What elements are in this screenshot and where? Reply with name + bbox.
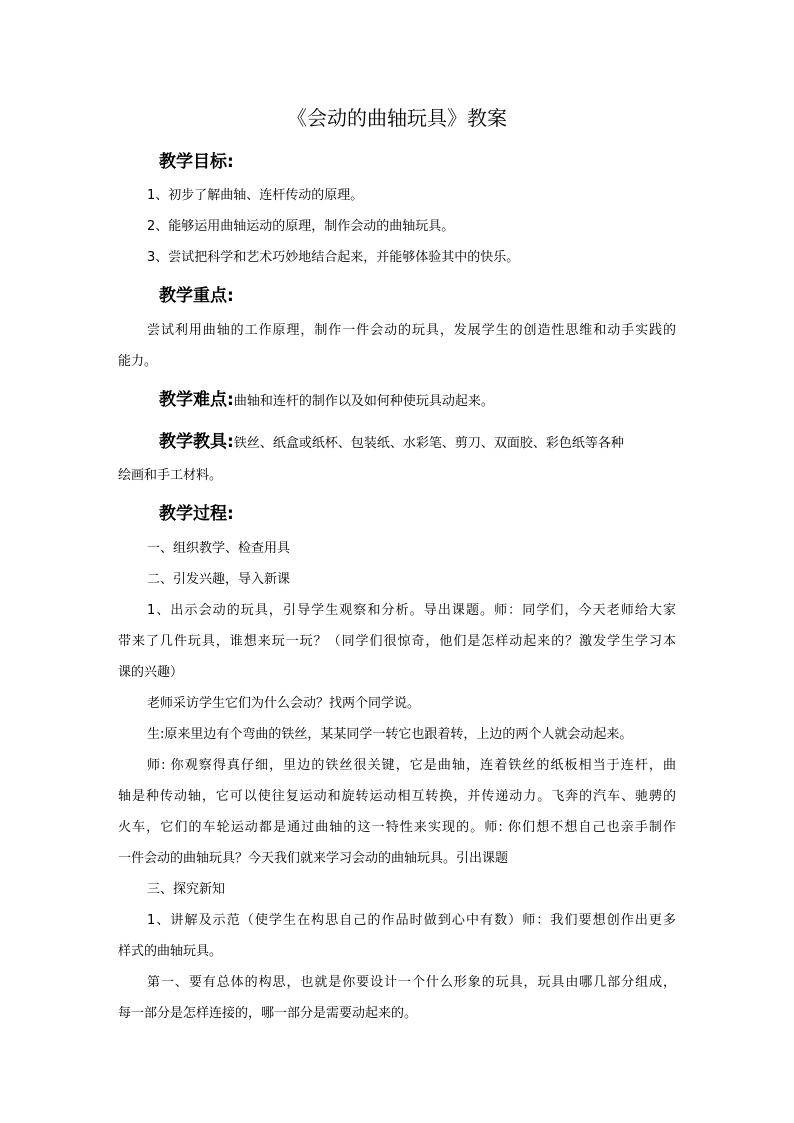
process-line-15: 第一、要有总体的构思，也就是你要设计一个什么形象的玩具，玩具由哪几部分组成， (147, 975, 676, 990)
objective-item-2: 2、能够运用曲轴运动的原理，制作会动的曲轴玩具。 (147, 219, 455, 234)
process-line-11: 一件会动的曲轴玩具？今天我们就来学习会动的曲轴玩具。引出课题 (118, 851, 509, 866)
materials-row (159, 430, 624, 456)
objective-item-3: 3、尝试把科学和艺术巧妙地结合起来，并能够体验其中的快乐。 (147, 250, 520, 265)
process-line-6: 老师采访学生它们为什么会动？找两个同学说。 (147, 696, 421, 711)
objectives-heading: 教学目标: (159, 152, 234, 172)
process-line-4: 带来了几件玩具，谁想来玩一玩？（同学们很惊奇，他们是怎样动起来的？激发学生学习本 (118, 634, 676, 649)
process-line-10: 火车，它们的车轮运动都是通过曲轴的这一特性来实现的。师: 你们想不想自己也亲手制作 (118, 820, 676, 835)
process-line-7: 生:原来里边有个弯曲的铁丝，某某同学一转它也跟着转，上边的两个人就会动起来。 (147, 727, 633, 742)
process-line-14: 样式的曲轴玩具。 (118, 944, 223, 959)
key-points-line-1: 尝试利用曲轴的工作原理，制作一件会动的玩具，发展学生的创造性思维和动手实践的 (147, 323, 676, 338)
key-points-heading: 教学重点: (159, 286, 234, 306)
key-points-line-2: 能力。 (118, 354, 158, 369)
materials-heading: 教学教具: (159, 432, 234, 452)
difficulties-heading: 教学难点: (159, 390, 234, 410)
process-line-1: 一、组织教学、检查用具 (147, 541, 291, 556)
process-heading: 教学过程: (159, 504, 234, 524)
process-line-5: 课的兴趣） (118, 665, 184, 680)
process-line-13: 1、讲解及示范（使学生在构思自己的作品时做到心中有数）师：我们要想创作出更多 (147, 913, 676, 928)
objective-item-1: 1、初步了解曲轴、连杆传动的原理。 (147, 188, 364, 203)
difficulties-row (159, 388, 494, 414)
process-line-3: 1、出示会动的玩具，引导学生观察和分析。导出课题。师：同学们，今天老师给大家 (147, 603, 676, 618)
process-line-8: 师: 你观察得真仔细，里边的铁丝很关键，它是曲轴，连着铁丝的纸板相当于连杆，曲 (147, 758, 676, 773)
difficulties-text: 曲轴和连杆的制作以及如何种使玩具动起来。 (233, 394, 494, 409)
process-line-9: 轴是种传动轴，它可以使往复运动和旋转运动相互转换，并传递动力。飞奔的汽车、驰骋的 (118, 789, 676, 804)
process-line-12: 三、探究新知 (147, 882, 226, 897)
materials-text-line-1: 铁丝、纸盒或纸杯、包装纸、水彩笔、剪刀、双面胶、彩色纸等各种 (233, 436, 624, 451)
process-line-16: 每一部分是怎样连接的，哪一部分是需要动起来的。 (118, 1006, 418, 1021)
document-title: 《会动的曲轴玩具》教案 (287, 106, 507, 130)
materials-text-line-2: 绘画和手工材料。 (118, 468, 223, 483)
process-line-2: 二、引发兴趣，导入新课 (147, 572, 291, 587)
